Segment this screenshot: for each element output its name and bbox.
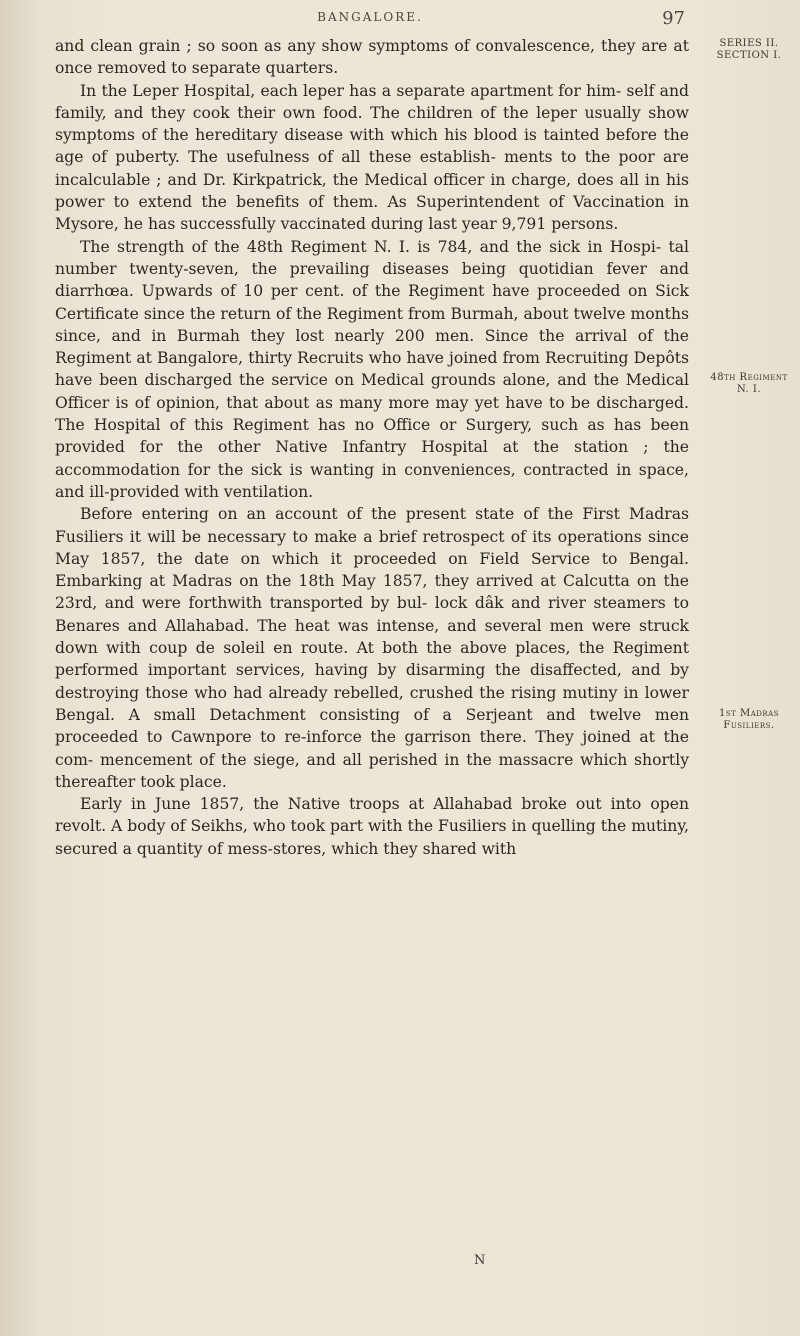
running-title: BANGALORE. (317, 10, 423, 24)
paragraph-5: Early in June 1857, the Native troops at Allahabad broke out into open revolt. A body of Seikhs, who took part with the Fusiliers in quelling the mutiny, secured a quantity of mess-stores, which they shared with (55, 795, 690, 858)
paragraph-1: and clean grain ; so soon as any show symptoms of convalescence, they are at once removed to separate quarters. (55, 37, 689, 78)
paragraph-3: The strength of the 48th Regiment N. I. is 784, and the sick in Hospi- tal number twenty-seven, the prevailing diseases being quotidian fever and diarrhœa. Upwards of 10 per cent. of the Regiment have proceeded on Sick Certificate since the return of the Regiment from Burmah, about twelve months since, and in Burmah they lost nearly 200 men. Since the arrival of the Regiment at Bangalore, thirty Recruits who have joined from Recruiting Depôts have been discharged the service on Medical grounds alone, and the Medical Officer is of opinion, that about as many more may yet have to be discharged. The Hospital of this Regiment has no Office or Surgery, such as has been provided for the other Native Infantry Hospital at the station ; the accommodation for the sick is wanting in conveniences, contracted in space, and ill-provided with ventilation. (55, 237, 689, 501)
margin-note-48th-regiment: 48th Regiment N. I. (710, 372, 788, 395)
page-header (55, 8, 685, 32)
signature-mark: N (474, 1253, 486, 1268)
margin-note-series: SERIES II. SECTION I. (716, 38, 782, 61)
paragraph-2: In the Leper Hospital, each leper has a separate apartment for him- self and family, and they cook their own food. The children of the leper usually show symptoms of the hereditary disease with which his blood is tainted before the age of puberty. The usefulness of all these establish- ments to the poor are incalculable ; and Dr. Kirkpatrick, the Medical officer in charge, does all in his power to extend the benefits of them. As Superintendent of Vaccination in Mysore, he has successfully vaccinated during last year 9,791 persons. (55, 81, 689, 234)
margin-note-madras-fusiliers: 1st Madras Fusiliers. (718, 708, 780, 731)
body-text (55, 35, 689, 860)
page-number: 97 (662, 8, 685, 29)
paragraph-4: Before entering on an account of the present state of the First Madras Fusiliers it will be necessary to make a brief retrospect of its operations since May 1857, the date on which it proceeded on Field Service to Bengal. Embarking at Madras on the 18th May 1857, they arrived at Calcutta on the 23rd, and were forthwith transported by bul- lock dâk and river steamers to Benares and Allahabad. The heat was intense, and several men were struck down with coup de soleil en route. At both the above places, the Regiment performed important services, having by disarming the disaffected, and by destroying those who had already rebelled, crushed the rising mutiny in lower Bengal. A small Detachment consisting of a Serjeant and twelve men proceeded to Cawnpore to re-inforce the garrison there. They joined at the com- mencement of the siege, and all perished in the massacre which shortly thereafter took place. (55, 505, 689, 791)
